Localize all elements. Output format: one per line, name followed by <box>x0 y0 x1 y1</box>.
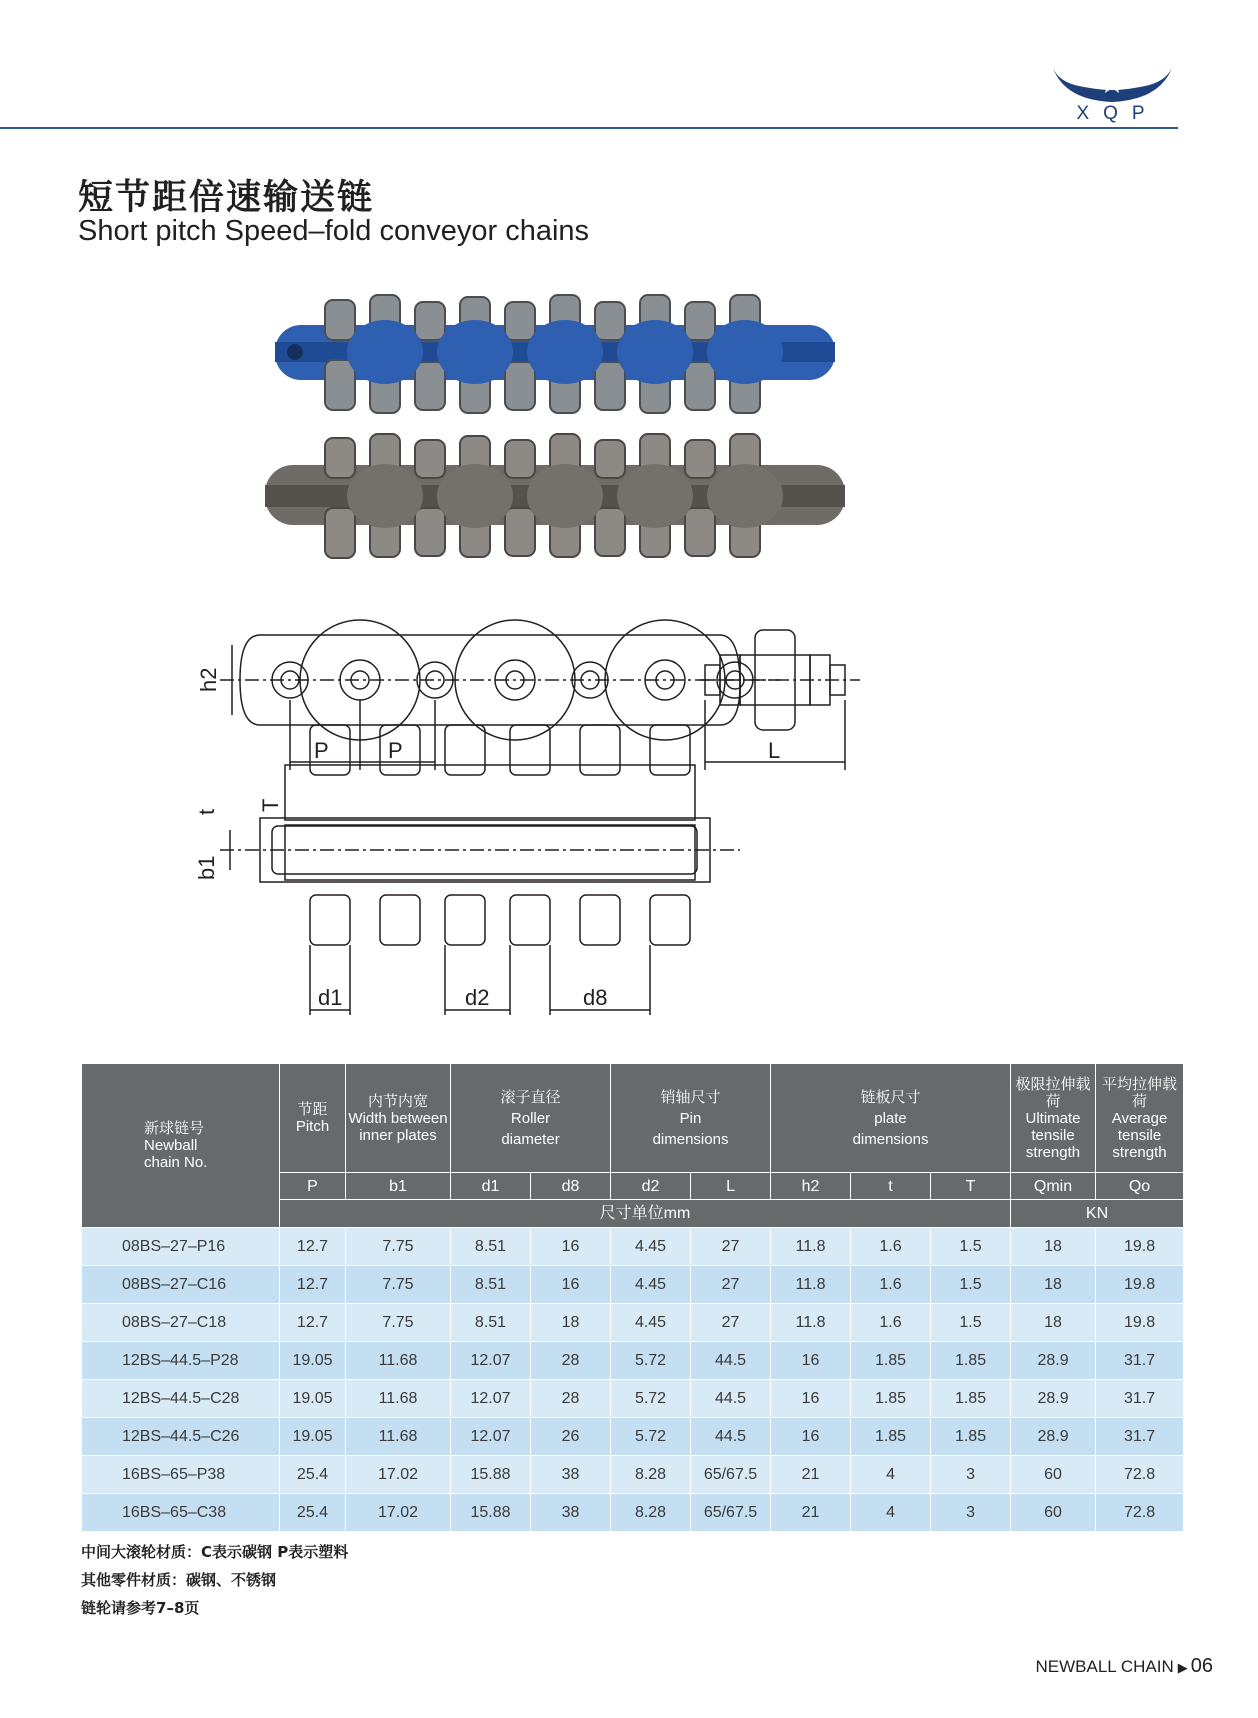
table-cell: 1.6 <box>851 1228 931 1266</box>
table-cell: 15.88 <box>451 1456 531 1494</box>
table-cell: 18 <box>1011 1304 1096 1342</box>
symbol-cell: Qmin <box>1011 1173 1096 1200</box>
header-rule <box>0 127 1178 129</box>
header-row-names <box>82 1064 1184 1173</box>
table-cell: 19.8 <box>1096 1228 1184 1266</box>
table-cell: 4 <box>851 1456 931 1494</box>
table-cell: 12.07 <box>451 1380 531 1418</box>
label-t: t <box>194 808 219 815</box>
table-cell: 31.7 <box>1096 1380 1184 1418</box>
table-cell: 19.8 <box>1096 1266 1184 1304</box>
symbol-cell: h2 <box>771 1173 851 1200</box>
table-cell: 16 <box>771 1380 851 1418</box>
table-cell: 16 <box>531 1266 611 1304</box>
table-cell: 28.9 <box>1011 1342 1096 1380</box>
symbol-cell: d1 <box>451 1173 531 1200</box>
chain-number-cell: 12BS–44.5–C26 <box>82 1418 280 1456</box>
page-title-en: Short pitch Speed–fold conveyor chains <box>78 215 590 247</box>
note-line: 链轮请参考7–8页 <box>81 1599 200 1617</box>
logo-text: XQP <box>1076 103 1159 124</box>
symbol-cell: Qo <box>1096 1173 1184 1200</box>
table-cell: 60 <box>1011 1456 1096 1494</box>
col-chain-no: 新球链号 Newball chain No. <box>82 1064 280 1228</box>
technical-drawing <box>194 600 1000 1020</box>
table-row <box>82 1380 1184 1418</box>
table-cell: 4 <box>851 1494 931 1532</box>
table-cell: 1.6 <box>851 1266 931 1304</box>
table-cell: 26 <box>531 1418 611 1456</box>
symbol-cell: t <box>851 1173 931 1200</box>
col-roller: 滚子直径 Roller diameter <box>451 1064 611 1173</box>
table-cell: 8.51 <box>451 1304 531 1342</box>
table-cell: 11.68 <box>346 1342 451 1380</box>
table-cell: 11.8 <box>771 1266 851 1304</box>
chain-number-cell: 08BS–27–C18 <box>82 1304 280 1342</box>
table-cell: 8.28 <box>611 1456 691 1494</box>
table-cell: 12.7 <box>280 1266 346 1304</box>
symbol-cell: d8 <box>531 1173 611 1200</box>
table-row <box>82 1494 1184 1532</box>
table-cell: 19.05 <box>280 1418 346 1456</box>
col-plate: 链板尺寸 plate dimensions <box>771 1064 1011 1173</box>
blue-chain <box>275 295 835 413</box>
table-cell: 1.85 <box>931 1418 1011 1456</box>
chain-number-cell: 16BS–65–C38 <box>82 1494 280 1532</box>
table-cell: 1.85 <box>851 1418 931 1456</box>
table-cell: 19.05 <box>280 1380 346 1418</box>
table-cell: 28.9 <box>1011 1418 1096 1456</box>
table-row <box>82 1228 1184 1266</box>
table-cell: 3 <box>931 1494 1011 1532</box>
table-cell: 72.8 <box>1096 1456 1184 1494</box>
chain-number-cell: 08BS–27–C16 <box>82 1266 280 1304</box>
table-cell: 17.02 <box>346 1494 451 1532</box>
table-cell: 38 <box>531 1456 611 1494</box>
label-p1: P <box>314 738 329 763</box>
table-cell: 16 <box>771 1418 851 1456</box>
col-pitch: 节距 Pitch <box>280 1064 346 1173</box>
table-cell: 1.5 <box>931 1304 1011 1342</box>
page-title-cn: 短节距倍速输送链 <box>78 178 375 218</box>
table-cell: 28 <box>531 1342 611 1380</box>
table-cell: 65/67.5 <box>691 1456 771 1494</box>
table-cell: 5.72 <box>611 1418 691 1456</box>
spec-table-body <box>82 1228 1184 1532</box>
table-cell: 31.7 <box>1096 1418 1184 1456</box>
label-l: L <box>768 738 781 763</box>
col-average: 平均拉伸载荷 Average tensile strength <box>1096 1064 1184 1173</box>
side-view <box>220 620 780 770</box>
triangle-icon: ▶ <box>1177 1660 1188 1675</box>
table-cell: 7.75 <box>346 1304 451 1342</box>
table-row <box>82 1342 1184 1380</box>
table-cell: 21 <box>771 1494 851 1532</box>
top-view <box>220 725 740 1015</box>
table-cell: 1.5 <box>931 1228 1011 1266</box>
table-cell: 44.5 <box>691 1418 771 1456</box>
table-cell: 4.45 <box>611 1266 691 1304</box>
table-cell: 5.72 <box>611 1380 691 1418</box>
table-cell: 19.8 <box>1096 1304 1184 1342</box>
spec-table <box>81 1063 1184 1532</box>
label-T: T <box>258 798 283 812</box>
table-cell: 4.45 <box>611 1228 691 1266</box>
footer-brand: NEWBALL CHAIN <box>1035 1657 1174 1676</box>
note-line: 其他零件材质：碳钢、不锈钢 <box>81 1571 277 1589</box>
table-cell: 18 <box>1011 1228 1096 1266</box>
label-d8: d8 <box>583 985 608 1010</box>
chain-photo <box>255 300 885 590</box>
table-cell: 8.28 <box>611 1494 691 1532</box>
table-cell: 8.51 <box>451 1266 531 1304</box>
table-row <box>82 1456 1184 1494</box>
table-cell: 1.85 <box>931 1380 1011 1418</box>
symbol-cell: d2 <box>611 1173 691 1200</box>
table-cell: 18 <box>1011 1266 1096 1304</box>
table-cell: 25.4 <box>280 1456 346 1494</box>
page-footer <box>1036 1655 1213 1678</box>
table-cell: 19.05 <box>280 1342 346 1380</box>
table-cell: 3 <box>931 1456 1011 1494</box>
table-cell: 31.7 <box>1096 1342 1184 1380</box>
table-cell: 1.85 <box>931 1342 1011 1380</box>
table-cell: 11.68 <box>346 1380 451 1418</box>
table-cell: 12.07 <box>451 1342 531 1380</box>
unit-mm: 尺寸单位mm <box>280 1200 1011 1228</box>
chain-number-cell: 16BS–65–P38 <box>82 1456 280 1494</box>
symbol-cell: L <box>691 1173 771 1200</box>
steel-chain <box>265 434 845 558</box>
table-cell: 15.88 <box>451 1494 531 1532</box>
col-width: 内节内宽 Width between inner plates <box>346 1064 451 1173</box>
table-cell: 1.6 <box>851 1304 931 1342</box>
table-cell: 16 <box>771 1342 851 1380</box>
chain-number-cell: 12BS–44.5–C28 <box>82 1380 280 1418</box>
unit-kn: KN <box>1011 1200 1184 1228</box>
table-cell: 12.7 <box>280 1228 346 1266</box>
table-cell: 4.45 <box>611 1304 691 1342</box>
table-cell: 11.8 <box>771 1228 851 1266</box>
table-cell: 38 <box>531 1494 611 1532</box>
table-cell: 1.85 <box>851 1342 931 1380</box>
table-cell: 28.9 <box>1011 1380 1096 1418</box>
table-cell: 28 <box>531 1380 611 1418</box>
table-cell: 1.5 <box>931 1266 1011 1304</box>
table-cell: 11.8 <box>771 1304 851 1342</box>
label-d1: d1 <box>318 985 343 1010</box>
material-notes <box>81 1538 348 1622</box>
table-cell: 44.5 <box>691 1380 771 1418</box>
table-cell: 8.51 <box>451 1228 531 1266</box>
table-cell: 60 <box>1011 1494 1096 1532</box>
table-cell: 27 <box>691 1228 771 1266</box>
table-cell: 17.02 <box>346 1456 451 1494</box>
table-cell: 72.8 <box>1096 1494 1184 1532</box>
page-number: 06 <box>1190 1655 1213 1677</box>
note-line: 中间大滚轮材质：C表示碳钢 P表示塑料 <box>81 1543 349 1561</box>
table-cell: 21 <box>771 1456 851 1494</box>
label-h2: h2 <box>196 667 221 692</box>
col-pin: 销轴尺寸 Pin dimensions <box>611 1064 771 1173</box>
chain-number-cell: 12BS–44.5–P28 <box>82 1342 280 1380</box>
symbol-cell: b1 <box>346 1173 451 1200</box>
table-cell: 16 <box>531 1228 611 1266</box>
table-cell: 27 <box>691 1304 771 1342</box>
table-row <box>82 1418 1184 1456</box>
table-row <box>82 1304 1184 1342</box>
table-cell: 25.4 <box>280 1494 346 1532</box>
symbol-cell: T <box>931 1173 1011 1200</box>
table-cell: 65/67.5 <box>691 1494 771 1532</box>
col-ultimate: 极限拉伸载荷 Ultimate tensile strength <box>1011 1064 1096 1173</box>
table-cell: 7.75 <box>346 1266 451 1304</box>
table-cell: 27 <box>691 1266 771 1304</box>
table-cell: 18 <box>531 1304 611 1342</box>
label-p2: P <box>388 738 403 763</box>
label-b1: b1 <box>194 855 219 880</box>
table-cell: 7.75 <box>346 1228 451 1266</box>
symbol-cell: P <box>280 1173 346 1200</box>
table-cell: 12.07 <box>451 1418 531 1456</box>
table-row <box>82 1266 1184 1304</box>
table-cell: 11.68 <box>346 1418 451 1456</box>
table-cell: 44.5 <box>691 1342 771 1380</box>
chain-number-cell: 08BS–27–P16 <box>82 1228 280 1266</box>
table-cell: 1.85 <box>851 1380 931 1418</box>
label-d2: d2 <box>465 985 490 1010</box>
table-cell: 5.72 <box>611 1342 691 1380</box>
table-cell: 12.7 <box>280 1304 346 1342</box>
